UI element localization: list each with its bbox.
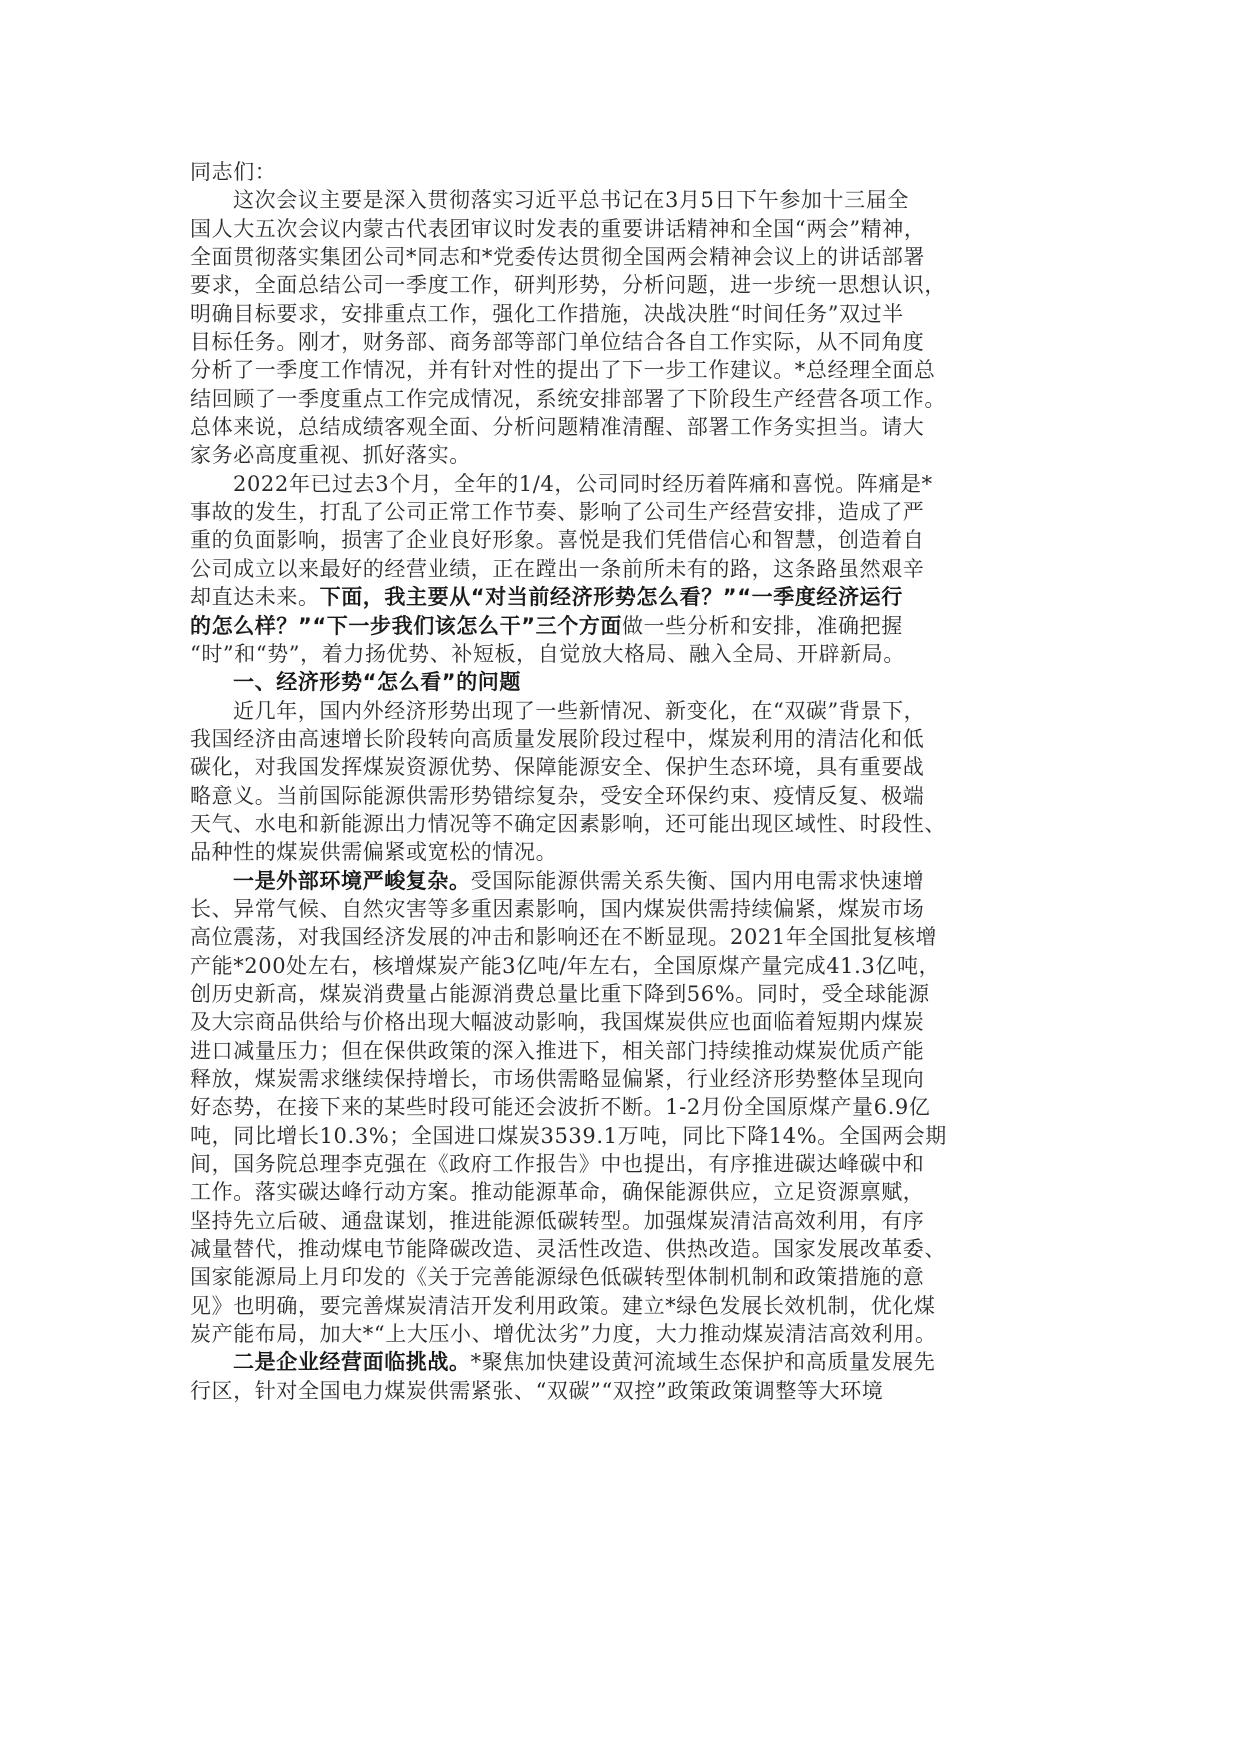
text-line: 碳化，对我国发挥煤炭资源优势、保障能源安全、保护生态环境，具有重要战 [190, 755, 925, 780]
text-line: 品种性的煤炭供需偏紧或宽松的情况。 [190, 840, 558, 865]
text-line: 事故的发生，打乱了公司正常工作节奏、影响了公司生产经营安排，造成了严 [190, 500, 925, 525]
text-line: 创历史新高，煤炭消费量占能源消费总量比重下降到56%。同时，受全球能源 [190, 981, 930, 1006]
text-normal: 做一些分析和安排，准确把握 [622, 613, 903, 638]
text-line: 目标任务。刚才，财务部、商务部等部门单位结合各自工作实际，从不同角度 [190, 330, 925, 355]
text-line: 总体来说，总结成绩客观全面、分析问题精准清醒、部署工作务实担当。请大 [190, 415, 925, 440]
text-normal: 受国际能源供需关系失衡、国内用电需求快速增 [470, 868, 925, 893]
text-line: 国家能源局上月印发的《关于完善能源绿色低碳转型体制机制和政策措施的意 [190, 1265, 925, 1290]
text-line: 进口减量压力；但在保供政策的深入推进下，相关部门持续推动煤炭优质产能 [190, 1038, 925, 1063]
text-line [190, 1348, 1060, 1376]
text-line: 结回顾了一季度重点工作完成情况，系统安排部署了下阶段生产经营各项工作。 [190, 386, 946, 411]
text-line [190, 867, 1060, 895]
text-line: 好态势，在接下来的某些时段可能还会波折不断。1-2月份全国原煤产量6.9亿 [190, 1095, 931, 1120]
text-line: 产能*200处左右，核增煤炭产能3亿吨/年左右，全国原煤产量完成41.3亿吨， [190, 953, 941, 978]
text-line: 明确目标要求，安排重点工作，强化工作措施，决战决胜“时间任务”双过半 [190, 301, 904, 326]
text-normal: *聚焦加快建设黄河流域生态保护和高质量发展先 [470, 1350, 936, 1375]
text-line: 分析了一季度工作情况，并有针对性的提出了下一步工作建议。*总经理全面总 [190, 358, 936, 383]
text-emphasis: 二是企业经营面临挑战。 [233, 1350, 471, 1375]
salutation: 同志们： [190, 160, 277, 184]
text-line: 要求，全面总结公司一季度工作，研判形势，分析问题，进一步统一思想认识， [190, 273, 946, 298]
text-line [190, 583, 1060, 611]
text-line: 间，国务院总理李克强在《政府工作报告》中也提出，有序推进碳达峰碳中和 [190, 1152, 925, 1177]
paragraph-2022-review [190, 470, 1060, 668]
speech-body [190, 158, 1060, 1405]
text-line: 及大宗商品供给与价格出现大幅波动影响，我国煤炭供应也面临着短期内煤炭 [190, 1010, 925, 1035]
text-line: 吨，同比增长10.3%；全国进口煤炭3539.1万吨，同比下降14%。全国两会期 [190, 1123, 947, 1148]
text-line: 略意义。当前国际能源供需形势错综复杂，受安全环保约束、疫情反复、极端 [190, 783, 925, 808]
section-heading: 一、经济形势“怎么看”的问题 [233, 670, 522, 695]
text-line: 我国经济由高速增长阶段转向高质量发展阶段过程中，煤炭利用的清洁化和低 [190, 726, 925, 751]
paragraph-economic-context [190, 697, 1060, 867]
text-line: 高位震荡，对我国经济发展的冲击和影响还在不断显现。2021年全国批复核增 [190, 925, 938, 950]
text-line: 家务必高度重视、抓好落实。 [190, 443, 471, 468]
text-line: 天气、水电和新能源出力情况等不确定因素影响，还可能出现区域性、时段性、 [190, 811, 946, 836]
text-line: 释放，煤炭需求继续保持增长，市场供需略显偏紧，行业经济形势整体呈现向 [190, 1067, 925, 1091]
text-normal: 却直达未来。 [190, 585, 320, 610]
paragraph-external-environment [190, 867, 1060, 1349]
text-line: 国人大五次会议内蒙古代表团审议时发表的重要讲话精神和全国“两会”精神， [190, 216, 926, 241]
text-line: 公司成立以来最好的经营业绩，正在蹚出一条前所未有的路，这条路虽然艰辛 [190, 556, 925, 581]
text-line: 炭产能布局，加大*“上大压小、增优汰劣”力度，大力推动煤炭清洁高效利用。 [190, 1322, 937, 1347]
text-line: 工作。落实碳达峰行动方案。推动能源革命，确保能源供应，立足资源禀赋， [190, 1180, 925, 1205]
paragraph-business-challenges [190, 1348, 1060, 1405]
text-line: 行区，针对全国电力煤炭供需紧张、“双碳”“双控”政策政策调整等大环境 [190, 1378, 884, 1403]
text-line: “时”和“势”，着力扬优势、补短板，自觉放大格局、融入全局、开辟新局。 [190, 641, 905, 666]
text-line: 减量替代，推动煤电节能降碳改造、灵活性改造、供热改造。国家发展改革委、 [190, 1237, 946, 1262]
text-emphasis: 一是外部环境严峻复杂。 [233, 868, 471, 893]
text-line: 长、异常气候、自然灾害等多重因素影响，国内煤炭供需持续偏紧，煤炭市场 [190, 896, 925, 921]
paragraph-intro [190, 186, 1060, 469]
text-line: 近几年，国内外经济形势出现了一些新情况、新变化，在“双碳”背景下， [233, 698, 926, 723]
text-line: 见》也明确，要完善煤炭清洁开发利用政策。建立*绿色发展长效机制，优化煤 [190, 1293, 936, 1318]
text-line: 2022年已过去3个月，全年的1/4，公司同时经历着阵痛和喜悦。阵痛是* [233, 471, 933, 496]
text-line: 坚持先立后破、通盘谋划，推进能源低碳转型。加强煤炭清洁高效利用，有序 [190, 1208, 925, 1233]
text-line [190, 612, 1060, 640]
text-emphasis: 下面，我主要从“对当前经济形势怎么看？”“一季度经济运行 [319, 585, 903, 610]
text-line: 重的负面影响，损害了企业良好形象。喜悦是我们凭借信心和智慧，创造着自 [190, 528, 925, 553]
text-line: 这次会议主要是深入贯彻落实习近平总书记在3月5日下午参加十三届全 [233, 188, 909, 213]
text-line: 全面贯彻落实集团公司*同志和*党委传达贯彻全国两会精神会议上的讲话部署 [190, 245, 925, 270]
text-emphasis: 的怎么样？”“下一步我们该怎么干”三个方面 [190, 613, 623, 638]
